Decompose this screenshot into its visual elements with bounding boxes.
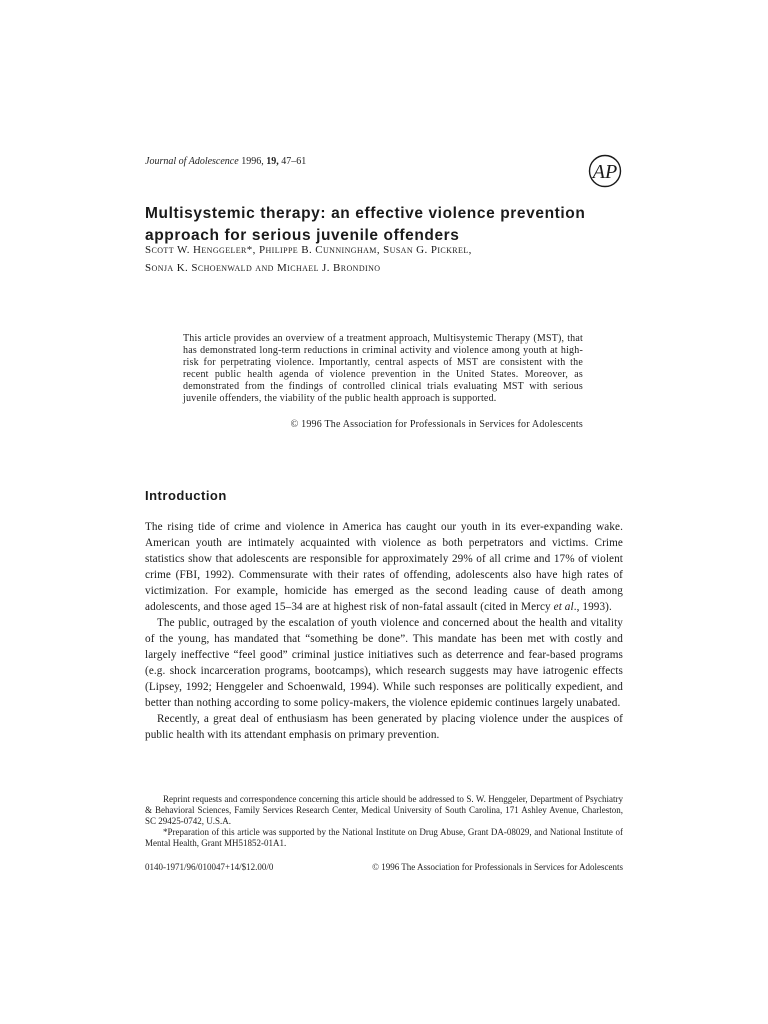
introduction-body bbox=[145, 519, 623, 743]
author-line-2: Sonja K. Schoenwald and Michael J. Brondino bbox=[145, 262, 381, 274]
article-code: 0140-1971/96/010047+14/$12.00/0 bbox=[145, 862, 274, 872]
footnotes bbox=[145, 794, 623, 849]
ap-logo-text: AP bbox=[592, 161, 618, 183]
paragraph-1-text: The rising tide of crime and violence in America has caught our youth in its ever-expanding wake. American youth are intimately acquainted with violence as both perpetrators and victims. Crime statistics show that adolescents are responsible for approximately 29% of all crime and 17% of violent crime (FBI, 1992). Commensurate with their rates of offending, adolescents also have high rates of victimization. For example, homicide has emerged as the second leading cause of death among adolescents, and those aged 15–34 are at highest risk of non-fatal assault (cited in Mercy bbox=[145, 521, 623, 613]
article-title: Multisystemic therapy: an effective violence prevention approach for serious juvenile offenders bbox=[145, 205, 586, 244]
journal-name: Journal of Adolescence bbox=[145, 156, 239, 167]
journal-year: 1996, bbox=[241, 156, 264, 167]
footnote-reprint: Reprint requests and correspondence concerning this article should be addressed to S. W. Henggeler, Department of Psychiatry & Behavioral Sciences, Family Services Research Center, Medical University of South Carolina, 171 Ashley Avenue, Charleston, SC 29425-0742, U.S.A. bbox=[145, 794, 623, 826]
journal-citation bbox=[145, 156, 306, 167]
paragraph-1 bbox=[145, 519, 623, 615]
paragraph-1-etal: et al bbox=[553, 601, 574, 613]
paragraph-2: The public, outraged by the escalation of youth violence and concerned about the health and vitality of the young, has mandated that “something be done”. This mandate has been met with costly and largely ineffective “feel good” criminal justice initiatives such as deterrence and fear-based programs (e.g. shock incarceration programs, bootcamps), which research suggests may have iatrogenic effects (Lipsey, 1992; Henggeler and Schoenwald, 1994). While such responses are politically expedient, and better than nothing according to some policy-makers, the violence epidemic continues largely unabated. bbox=[145, 617, 623, 709]
abstract-text: This article provides an overview of a treatment approach, Multisystemic Therapy (MST), that has demonstrated long-term reductions in criminal activity and violence among youth at high-risk for perpetrating violence. Importantly, central aspects of MST are consistent with the recent public health agenda of violence prevention in the United States. Moreover, as demonstrated from the findings of controlled clinical trials evaluating MST with serious juvenile offenders, the viability of the public health approach is supported. bbox=[183, 333, 583, 404]
journal-volume: 19, bbox=[266, 156, 279, 167]
footnote-funding: *Preparation of this article was supported by the National Institute on Drug Abuse, Grant DA-08029, and National Institute of Mental Health, Grant MH51852-01A1. bbox=[145, 827, 623, 848]
introduction-heading: Introduction bbox=[145, 488, 227, 503]
ap-publisher-logo-icon bbox=[588, 154, 622, 188]
author-list bbox=[145, 241, 615, 277]
paragraph-3: Recently, a great deal of enthusiasm has been generated by placing violence under the auspices of public health with its attendant emphasis on primary prevention. bbox=[145, 713, 623, 741]
author-line-1: Scott W. Henggeler*, Philippe B. Cunningham, Susan G. Pickrel, bbox=[145, 244, 472, 256]
footer-copyright: © 1996 The Association for Professionals in Services for Adolescents bbox=[372, 862, 623, 872]
abstract-copyright: © 1996 The Association for Professionals in Services for Adolescents bbox=[290, 419, 583, 430]
paragraph-1-end: ., 1993). bbox=[573, 601, 612, 613]
journal-pages: 47–61 bbox=[281, 156, 307, 167]
